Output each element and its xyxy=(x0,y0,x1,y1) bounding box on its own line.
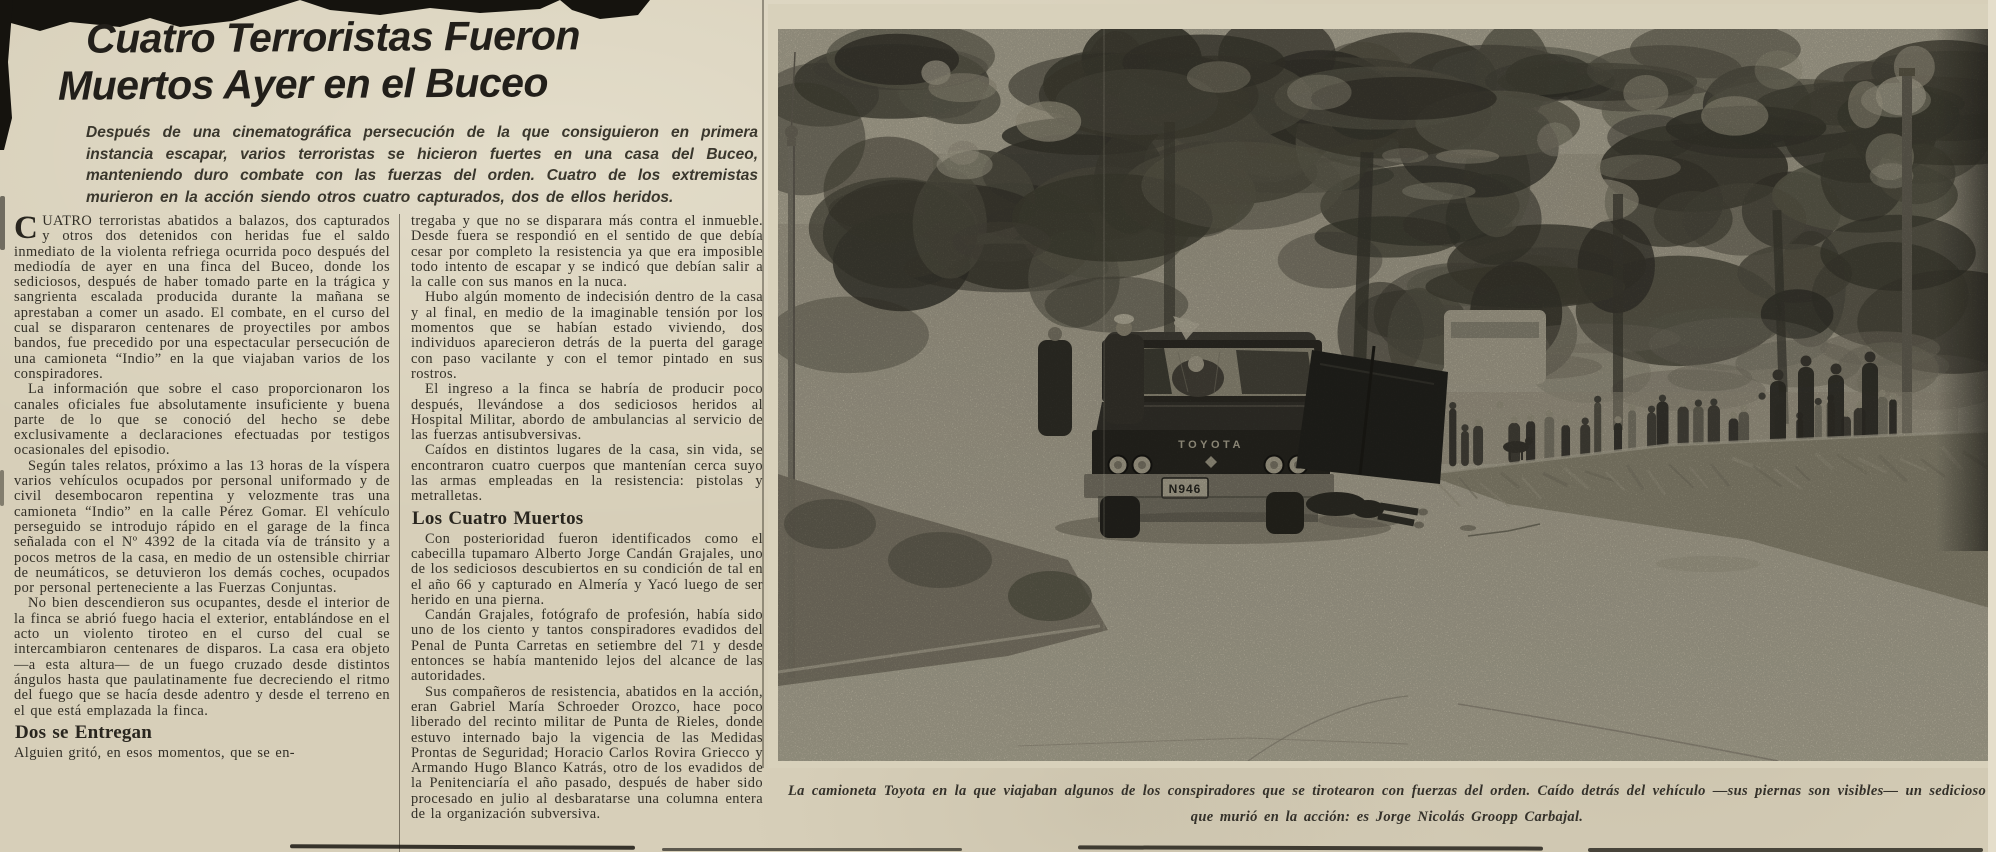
section-heading-dos-se-entregan: Dos se Entregan xyxy=(15,721,152,743)
paragraph: Alguien gritó, en esos momentos, que se en- xyxy=(14,744,295,761)
paragraph: Sus compañeros de resistencia, abatidos en la acción, eran Gabriel María Schroeder Orozco, hace poco liberado del recinto militar de Punta de Rieles, donde estuvo internado bajo la vigencia de las Medidas Prontas de Seguridad; Horacio Carlos Rovira Griecco y Armando Hugo Blanco Katrás, otro de los evadidos de la Penitenciaría el año pasado, después de haber sido procesado en julio al desbaratarse una columna entera de la organización subversiva. xyxy=(411,683,763,822)
column-2 xyxy=(399,214,763,852)
news-photo-canvas xyxy=(768,4,1994,768)
torn-paper-edge-bottom xyxy=(1078,845,1543,850)
paragraph: La información que sobre el caso proporcionaron los canales oficiales fue absolutamente insuficiente y buena parte de lo que se conoció del hecho se debe exclusivamente a declaraciones efectuadas por testigos ocasionales del episodio. xyxy=(14,381,390,459)
photo-caption: La camioneta Toyota en la que viajaban algunos de los conspiradores que se tirotearon con fuerzas del orden. Caído detrás del vehículo —sus piernas son visibles— un sedicioso que murió en la acción: es Jorge Nicolás Groopp Carbajal. xyxy=(788,783,1986,825)
paragraph: Con posterioridad fueron identificados como el cabecilla tupamaro Alberto Jorge Candán Grajales, uno de los sediciosos descubiertos en su condición de tal en el año 66 y capturado en Almería y Yacó luego de ser herido en una pierna. xyxy=(411,530,763,608)
torn-paper-edge-bottom xyxy=(1588,848,1983,852)
paper-fold-line xyxy=(762,0,764,768)
torn-paper-edge-left xyxy=(0,196,5,250)
column-1 xyxy=(14,214,399,852)
drop-cap: C xyxy=(14,214,39,246)
paragraph: Según tales relatos, próximo a las 13 horas de la víspera varios vehículos ocupados por personal uniformado y de civil desembocaron repentina y velozmente tras una camioneta “Indio” en la calle Pérez Gomar. El vehículo perseguido se introdujo rápido en el garage de la finca señalada con el Nº 4392 de la citada vía de tránsito y a pocos metros de la casa, en medio de un ostensible chirriar de neumáticos, se detuvieron los demás coches, ocupados por personal perteneciente a las Fuerzas Conjuntas. xyxy=(14,457,390,597)
truck-brand-text: TOYOTA xyxy=(1178,439,1244,451)
torn-shred xyxy=(0,0,13,150)
license-plate-text: N946 xyxy=(1168,482,1202,496)
headline-line-2: Muertos Ayer en el Buceo xyxy=(57,59,549,109)
paragraph: No bien descendieron sus ocupantes, desde el interior de la finca se abrió fuego hacia el exterior, entablándose en el acto un violento tiroteo en el curso del cual se intercambiaron centenares de disparos. La casa era objeto —a esta altura— de un fuego cruzado desde distintos ángulos hasta que paulatinamente fue decreciendo el ritmo del fuego que se hacía desde adentro y desde el terreno en el que está emplazada la finca. xyxy=(14,595,390,719)
paragraph: Candán Grajales, fotógrafo de profesión, había sido uno de los ciento y tantos conspiradores evadidos del Penal de Punta Carretas en setiembre del 71 y desde entonces se había mantenido lejos del alcance de las autoridades. xyxy=(411,607,763,685)
paragraph: Caídos en distintos lugares de la casa, sin vida, se encontraron cuatro cuerpos que mantenían cerca suyo las armas empleadas en la resistencia: pistolas y metralletas. xyxy=(411,442,763,505)
paragraph-text: UATRO terroristas abatidos a balazos, dos capturados y otros dos detenidos con heridas fue el saldo inmediato de la violenta refriega ocurrida poco después del mediodía de ayer en una finca del Buceo, donde los sediciosos, después de haber tomado parte en la trágica y sangrienta escalada producida durante la mañana se aprestaban a comer un asado. El combate, en el curso del cual se dispararon centenares de proyectiles por ambos bandos, fue precedido por una espectacular persecución de una camioneta “Indio” en la que viajaban varios de los conspiradores. xyxy=(14,214,390,382)
sepia-tint xyxy=(778,29,1990,761)
paper-right-margin xyxy=(1988,0,1996,852)
article-body xyxy=(14,214,764,852)
paragraph xyxy=(14,214,390,382)
torn-paper-edge-left xyxy=(0,470,4,506)
section-heading-los-cuatro-muertos: Los Cuatro Muertos xyxy=(412,507,584,529)
paragraph: El ingreso a la finca se habría de producir poco después, llevándose a dos sediciosos heridos al Hospital Militar, abordo de ambulancias al servicio de las fuerzas antisubversivas. xyxy=(411,381,763,444)
lede-paragraph: Después de una cinematográfica persecución de la que consiguieron en primera instancia escapar, varios terroristas se hicieron fuertes en una casa del Buceo, manteniendo duro combate con las fuerzas del orden. Cuatro de los extremistas murieron en la acción siendo otros cuatro capturados, dos de ellos heridos. xyxy=(86,124,758,206)
paragraph: Hubo algún momento de indecisión dentro de la casa y al final, en medio de la imaginable tensión por los momentos que se habían estado viviendo, dos individuos aparecieron detrás de la puerta del garage con paso vacilante y con el temor pintado en sus rostros. xyxy=(411,289,763,382)
paragraph: tregaba y que no se disparara más contra el inmueble. Desde fuera se respondió en el sentido de que debía cesar por completo la resistencia ya que era imposible todo intento de escapar y se indicó que debían salir a la calle con sus manos en la nuca. xyxy=(411,214,763,291)
headline-line-1: Cuatro Terroristas Fueron xyxy=(85,12,581,62)
torn-paper-edge-bottom xyxy=(662,848,962,851)
news-photo xyxy=(768,4,1994,768)
